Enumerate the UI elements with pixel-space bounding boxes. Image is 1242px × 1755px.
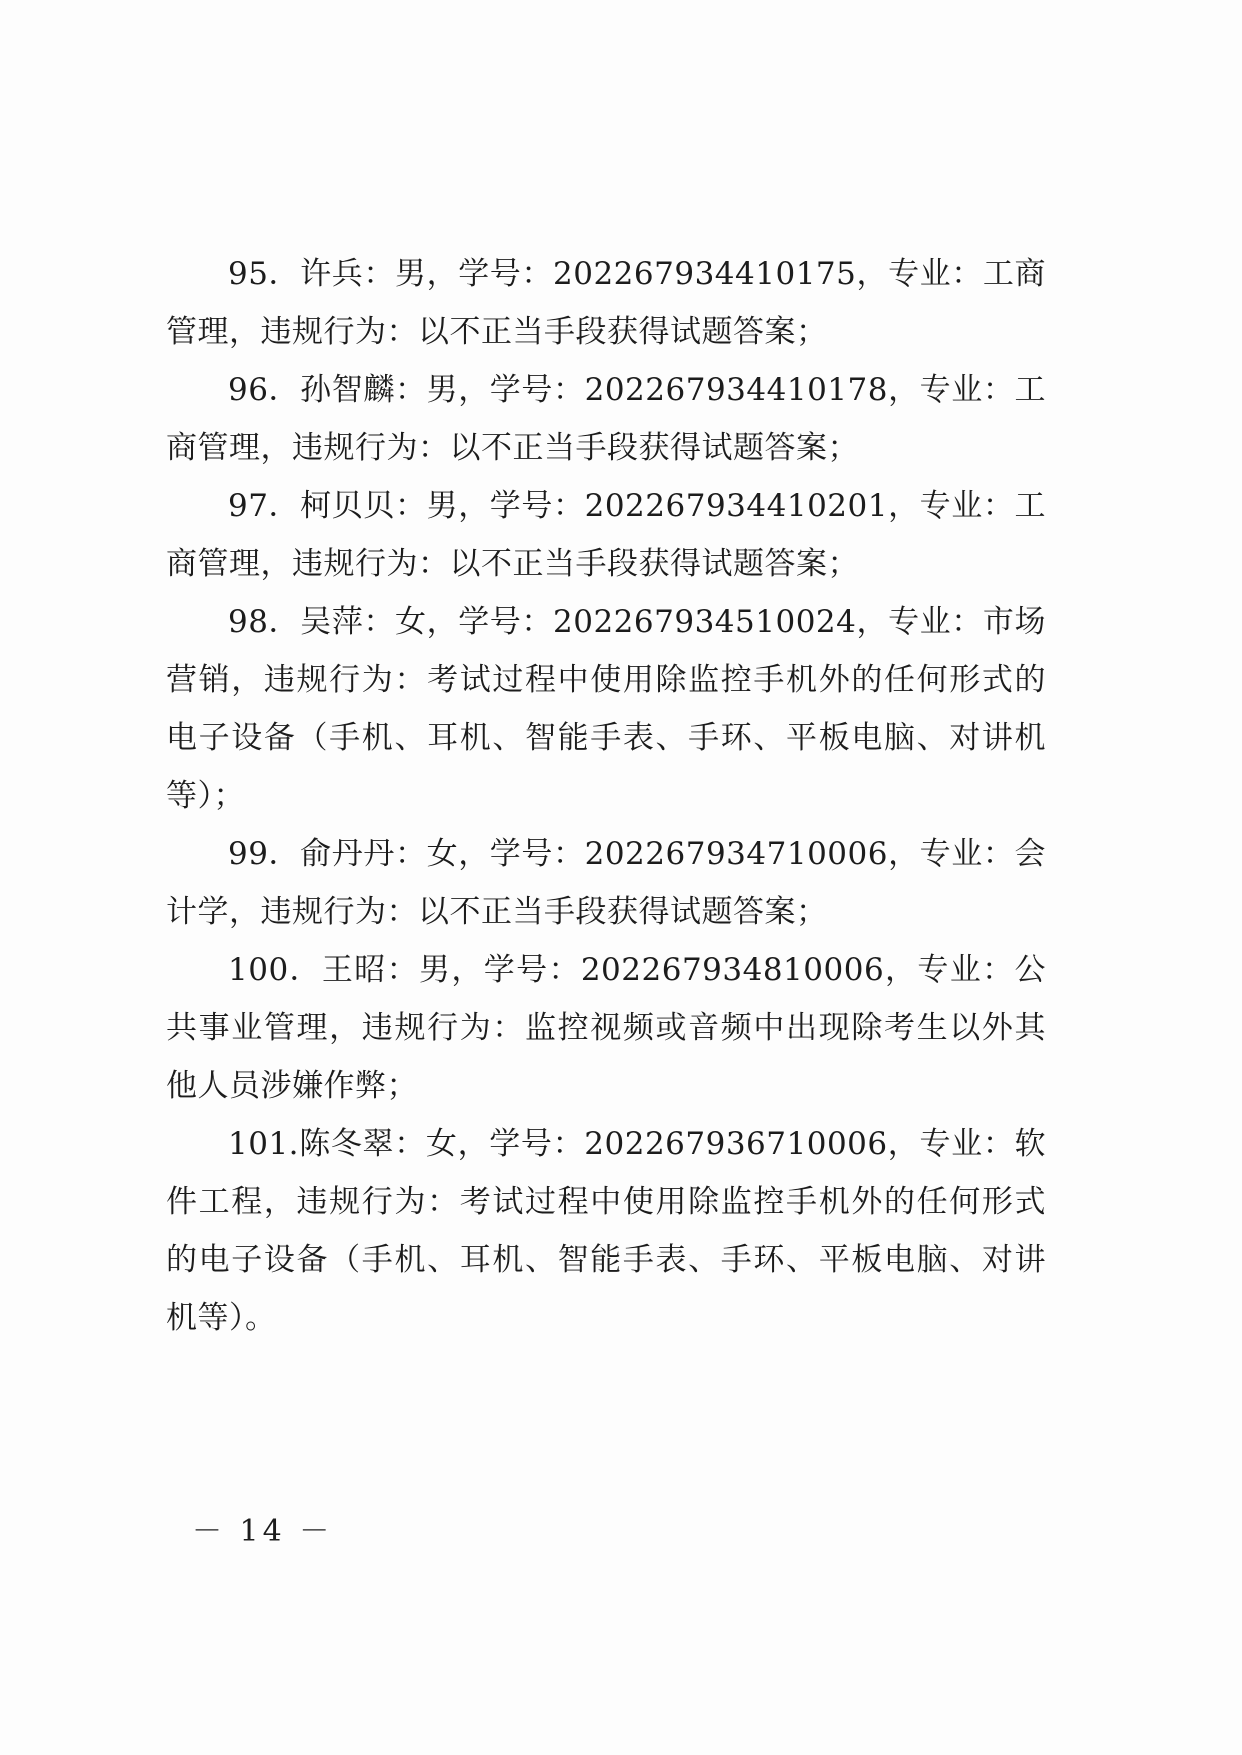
list-item: 97．柯贝贝：男，学号：202267934410201，专业：工商管理，违规行为：以不正当手段获得试题答案； — [166, 488, 1046, 582]
list-item: 98．吴萍：女，学号：202267934510024，专业：市场营销，违规行为：考试过程中使用除监控手机外的任何形式的电子设备（手机、耳机、智能手表、手环、平板电脑、对讲机等）； — [166, 604, 1046, 814]
page-number: － 14 － — [192, 1514, 334, 1549]
list-item: 99．俞丹丹：女，学号：202267934710006，专业：会计学，违规行为：以不正当手段获得试题答案； — [166, 836, 1046, 930]
list-item: 101.陈冬翠：女，学号：202267936710006，专业：软件工程，违规行为：考试过程中使用除监控手机外的任何形式的电子设备（手机、耳机、智能手表、手环、平板电脑、对讲机等）。 — [166, 1126, 1046, 1336]
list-item: 96．孙智麟：男，学号：202267934410178，专业：工商管理，违规行为：以不正当手段获得试题答案； — [166, 372, 1046, 466]
violation-list — [166, 245, 1046, 1347]
list-item: 95．许兵：男，学号：202267934410175，专业：工商管理，违规行为：以不正当手段获得试题答案； — [166, 256, 1046, 350]
list-item: 100．王昭：男，学号：202267934810006，专业：公共事业管理，违规行为：监控视频或音频中出现除考生以外其他人员涉嫌作弊； — [166, 952, 1046, 1104]
